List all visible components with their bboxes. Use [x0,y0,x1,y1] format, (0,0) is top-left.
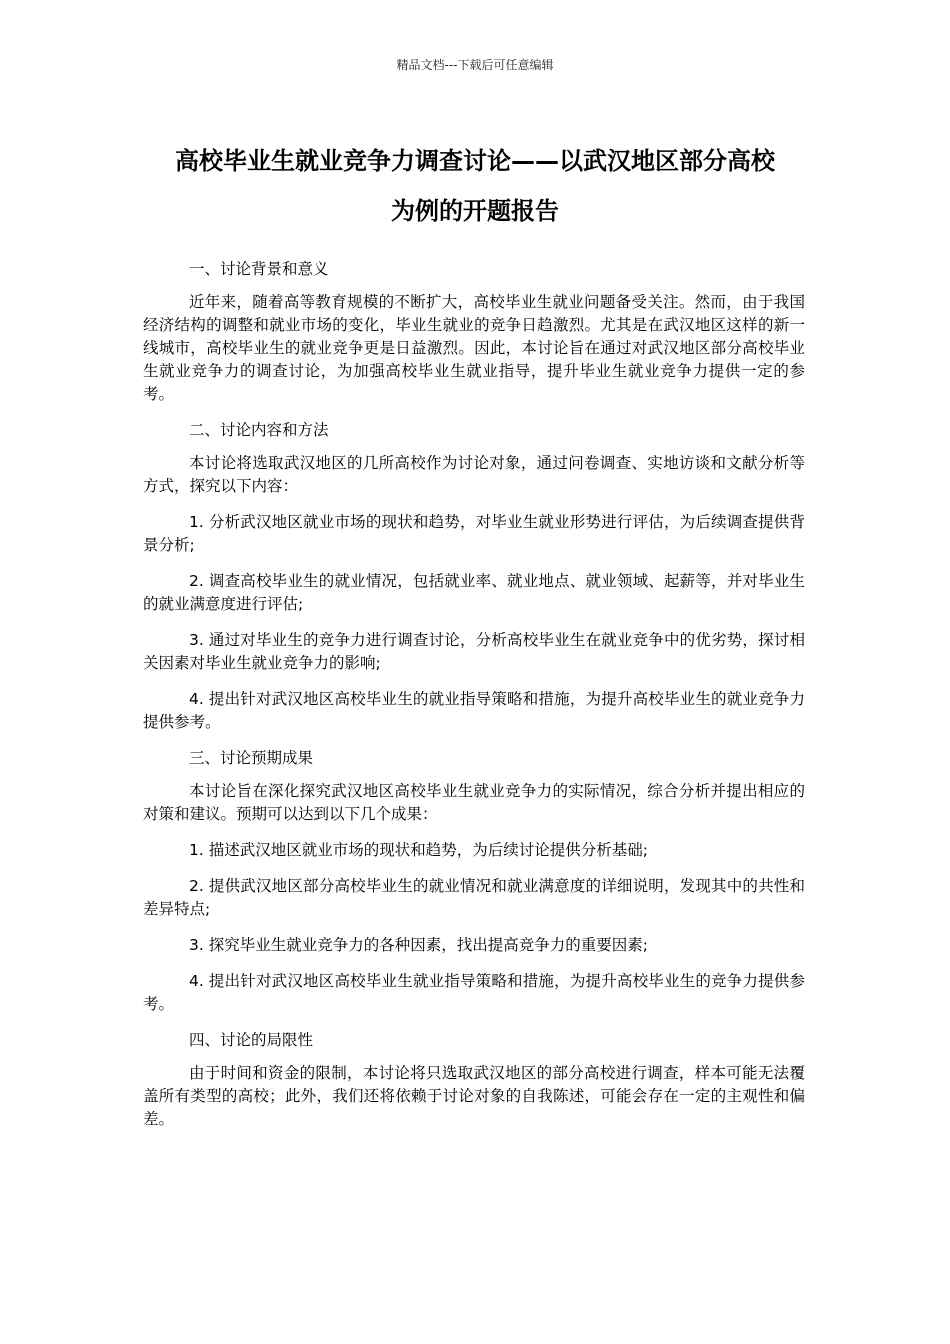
paragraph-results-intro: 本讨论旨在深化探究武汉地区高校毕业生就业竞争力的实际情况，综合分析并提出相应的对策和建议。预期可以达到以下几个成果： [143,782,805,823]
paragraph-content-intro: 本讨论将选取武汉地区的几所高校作为讨论对象，通过问卷调查、实地访谈和文献分析等方式，探究以下内容： [143,454,805,495]
list-item: 1. 分析武汉地区就业市场的现状和趋势，对毕业生就业形势进行评估，为后续调查提供背景分析; [143,513,805,554]
section-heading-expected-results: 三、讨论预期成果 [189,749,314,767]
paragraph-background: 近年来，随着高等教育规模的不断扩大，高校毕业生就业问题备受关注。然而，由于我国经济结构的调整和就业市场的变化，毕业生就业的竞争日趋激烈。尤其是在武汉地区这样的新一线城市，高校毕业生的就业竞争更是日益激烈。因此，本讨论旨在通过对武汉地区部分高校毕业生就业竞争力的调查讨论，为加强高校毕业生就业指导，提升毕业生就业竞争力提供一定的参考。 [143,293,805,403]
list-item: 4. 提出针对武汉地区高校毕业生的就业指导策略和措施，为提升高校毕业生的就业竞争力提供参考。 [143,690,805,731]
list-item: 2. 提供武汉地区部分高校毕业生的就业情况和就业满意度的详细说明，发现其中的共性和差异特点; [143,877,805,918]
list-item: 2. 调查高校毕业生的就业情况，包括就业率、就业地点、就业领域、起薪等，并对毕业生的就业满意度进行评估; [143,572,805,613]
title-line-1: 高校毕业生就业竞争力调查讨论——以武汉地区部分高校 [175,147,775,175]
document-body [143,258,805,1144]
paragraph-limitations: 由于时间和资金的限制，本讨论将只选取武汉地区的部分高校进行调查，样本可能无法覆盖所有类型的高校；此外，我们还将依赖于讨论对象的自我陈述，可能会存在一定的主观性和偏差。 [143,1064,805,1128]
section-heading-limitations: 四、讨论的局限性 [189,1031,314,1049]
list-item: 4. 提出针对武汉地区高校毕业生就业指导策略和措施，为提升高校毕业生的竞争力提供参考。 [143,972,805,1013]
list-item: 3. 探究毕业生就业竞争力的各种因素，找出提高竞争力的重要因素; [189,936,648,954]
section-heading-content-methods: 二、讨论内容和方法 [189,421,329,439]
section-heading-background: 一、讨论背景和意义 [189,260,329,278]
list-item: 1. 描述武汉地区就业市场的现状和趋势，为后续讨论提供分析基础; [189,841,648,859]
title-line-2: 为例的开题报告 [391,197,559,225]
header-note: 精品文档---下载后可任意编辑 [396,58,554,72]
list-item: 3. 通过对毕业生的竞争力进行调查讨论，分析高校毕业生在就业竞争中的优劣势，探讨相关因素对毕业生就业竞争力的影响; [143,631,805,672]
document-title [130,136,820,236]
